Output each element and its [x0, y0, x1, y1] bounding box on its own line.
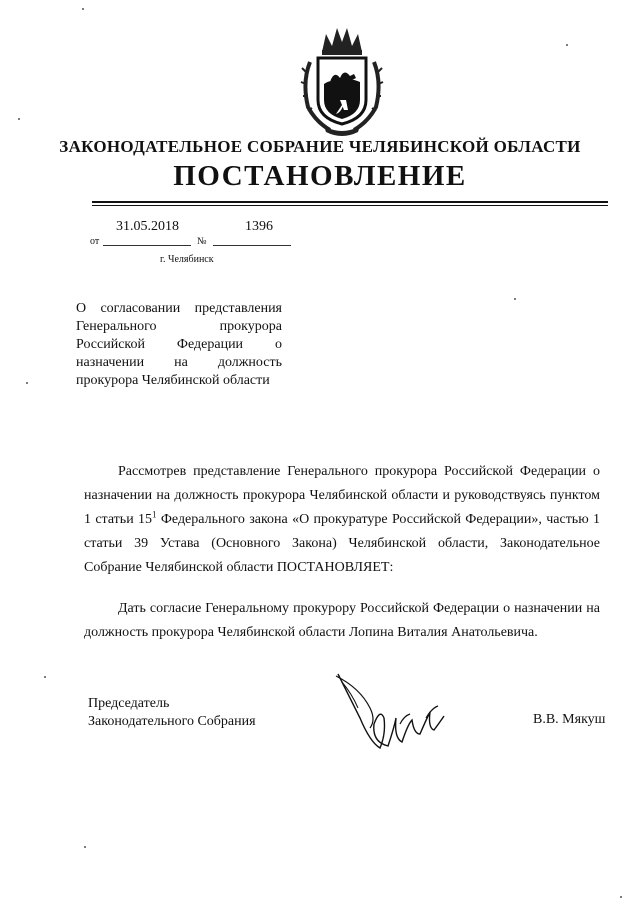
document-subject: О согласовании представления Генерального прокурора Российской Федерации о назначении на должность прокурора Челябинской области [76, 301, 282, 388]
body-paragraph-1 [84, 460, 600, 580]
scan-speck [18, 118, 20, 120]
header-divider-thick [92, 201, 608, 203]
scan-speck [620, 896, 622, 898]
date-underline [103, 245, 191, 246]
signatory-name: В.В. Мякуш [533, 712, 606, 727]
from-label: от [90, 236, 100, 247]
number-label: № [197, 236, 207, 247]
number-underline [213, 245, 291, 246]
paragraph-1-text: Рассмотрев представление Генерального прокурора Российской Федерации о назначении на должность прокурора Челябинской области и руководствуясь пунктом 1 статьи 15 [84, 464, 600, 527]
city-label: г. Челябинск [160, 254, 214, 265]
superscript-marker: 1 [152, 509, 157, 520]
handwritten-signature [330, 668, 450, 768]
body-paragraph-2: Дать согласие Генеральному прокурору Российской Федерации о назначении на должность прокурора Челябинской области Лопина Виталия Анатольевича. [84, 601, 600, 640]
scan-speck [26, 382, 28, 384]
signatory-title-line-2: Законодательного Собрания [88, 714, 256, 729]
document-date: 31.05.2018 [116, 219, 179, 234]
organization-title: ЗАКОНОДАТЕЛЬНОЕ СОБРАНИЕ ЧЕЛЯБИНСКОЙ ОБЛАСТИ [59, 137, 581, 156]
scan-speck [44, 676, 46, 678]
document-type-title: ПОСТАНОВЛЕНИЕ [173, 160, 467, 192]
paragraph-1-continuation: Федерального закона «О прокуратуре Российской Федерации», частью 1 статьи 39 Устава (Основного Закона) Челябинской области, Законодательное Собрание Челябинской области ПОСТАНОВЛЯЕТ: [84, 512, 600, 575]
scan-speck [566, 44, 568, 46]
scan-speck [514, 298, 516, 300]
scan-speck [84, 846, 86, 848]
header-divider-thin [92, 205, 608, 206]
document-number: 1396 [245, 219, 273, 234]
signatory-title [88, 695, 256, 731]
coat-of-arms-emblem [300, 22, 384, 138]
signatory-title-line-1: Председатель [88, 696, 170, 711]
scan-speck [82, 8, 84, 10]
